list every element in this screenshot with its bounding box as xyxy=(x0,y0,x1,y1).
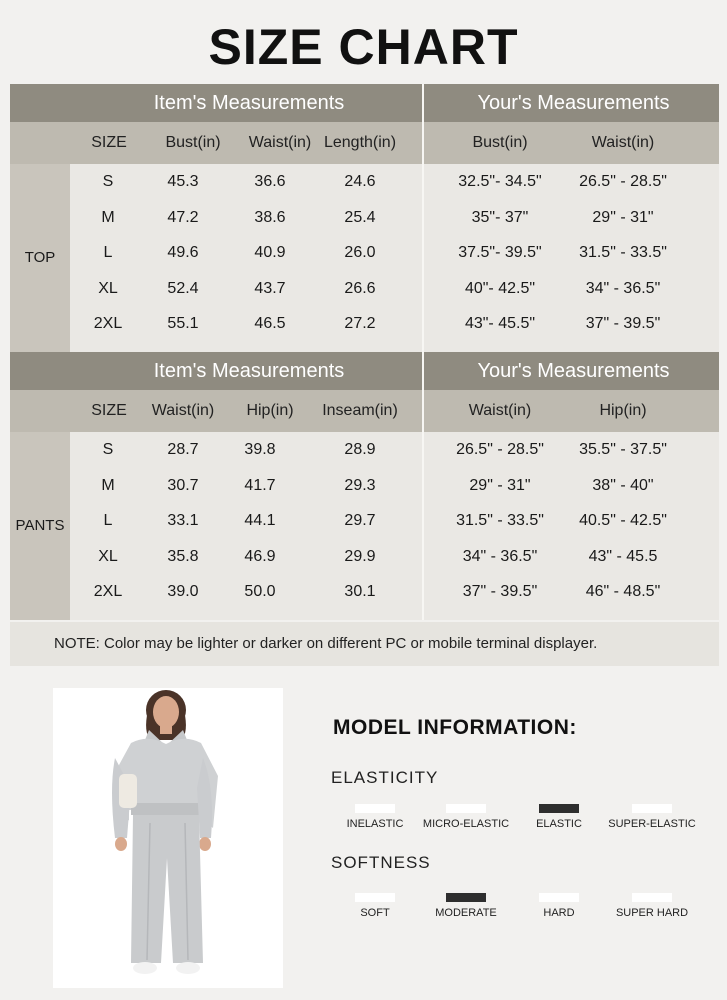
table-cell: XL xyxy=(98,547,118,565)
table-cell: 39.0 xyxy=(167,583,199,600)
table-cell: 39.8 xyxy=(244,441,276,458)
table-cell: 47.2 xyxy=(167,208,199,226)
pants-size-table xyxy=(10,352,719,620)
model-illustration xyxy=(53,688,283,988)
table-cell: 32.5"- 34.5" xyxy=(458,173,542,190)
table-cell: 43"- 45.5" xyxy=(464,315,536,332)
pants-your-measurements-heading: Your's Measurements xyxy=(477,360,670,382)
color-note: NOTE: Color may be lighter or darker on different PC or mobile terminal displayer. xyxy=(10,622,719,666)
elasticity-level-bar xyxy=(446,804,486,813)
pants-item-measurements-heading: Item's Measurements xyxy=(153,360,345,382)
top-item-measurements-heading: Item's Measurements xyxy=(153,92,345,114)
elasticity-level-bar xyxy=(632,804,672,813)
top-col-waist: Waist(in) xyxy=(248,134,312,151)
table-cell: 38.6 xyxy=(254,208,286,226)
table-cell: 29.7 xyxy=(344,512,376,529)
table-cell: 37.5"- 39.5" xyxy=(458,244,542,261)
table-cell: 44.1 xyxy=(244,512,276,529)
top-side-label: TOP xyxy=(24,249,56,266)
table-cell: 30.7 xyxy=(167,476,199,494)
table-cell: 28.9 xyxy=(344,441,376,458)
elasticity-level-label: SUPER-ELASTIC xyxy=(608,818,696,830)
top-col-size: SIZE xyxy=(91,134,127,151)
table-cell: 27.2 xyxy=(344,315,376,332)
table-cell: 24.6 xyxy=(344,173,376,190)
table-row xyxy=(10,503,719,539)
table-row xyxy=(10,539,719,575)
top-col-your-waist: Waist(in) xyxy=(591,134,655,151)
softness-level-bar xyxy=(539,893,579,902)
table-cell: 50.0 xyxy=(244,583,276,600)
elasticity-level-label: ELASTIC xyxy=(536,818,582,830)
top-group-header xyxy=(10,84,719,122)
page-title: SIZE CHART xyxy=(208,19,519,75)
pants-column-headers xyxy=(10,390,719,432)
table-cell: 35"- 37" xyxy=(471,208,529,226)
table-row xyxy=(10,432,719,468)
table-row xyxy=(10,164,719,200)
softness-level-label: SUPER HARD xyxy=(615,907,689,919)
table-cell: 26.5" - 28.5" xyxy=(456,441,544,458)
table-cell: 2XL xyxy=(93,315,123,332)
top-col-your-bust: Bust(in) xyxy=(472,134,528,151)
table-cell: 33.1 xyxy=(167,512,199,529)
pants-col-inseam: Inseam(in) xyxy=(322,402,398,419)
table-cell: L xyxy=(103,244,113,261)
table-cell: 45.3 xyxy=(167,173,199,190)
table-row xyxy=(10,200,719,236)
elasticity-level-label: MICRO-ELASTIC xyxy=(422,818,510,830)
pants-group-header xyxy=(10,352,719,390)
model-info-title: MODEL INFORMATION: xyxy=(333,716,577,739)
pants-side-label: PANTS xyxy=(15,517,65,534)
softness-level-bar xyxy=(632,893,672,902)
softness-level-bar xyxy=(355,893,395,902)
table-cell: 35.8 xyxy=(167,547,199,565)
table-cell: S xyxy=(102,173,114,190)
table-cell: 26.5" - 28.5" xyxy=(579,173,667,190)
table-cell: 46.9 xyxy=(244,547,276,565)
pants-col-size: SIZE xyxy=(91,402,127,419)
model-photo xyxy=(53,688,283,988)
table-cell: 37" - 39.5" xyxy=(462,583,538,600)
table-cell: 26.0 xyxy=(344,244,376,261)
table-row xyxy=(10,574,719,610)
table-cell: 29.9 xyxy=(344,547,376,565)
elasticity-level-label: INELASTIC xyxy=(346,818,404,830)
table-cell: 52.4 xyxy=(167,279,199,297)
softness-level-label: MODERATE xyxy=(435,907,497,919)
pants-col-your-waist: Waist(in) xyxy=(468,402,532,419)
pants-col-waist: Waist(in) xyxy=(151,402,215,419)
pants-col-hip: Hip(in) xyxy=(246,402,294,419)
top-column-headers xyxy=(10,122,719,164)
table-cell: 34" - 36.5" xyxy=(585,279,661,297)
table-cell: 28.7 xyxy=(167,441,199,458)
table-cell: 40"- 42.5" xyxy=(464,279,536,297)
softness-level-label: HARD xyxy=(543,907,575,919)
table-cell: 26.6 xyxy=(344,279,376,297)
top-size-table xyxy=(10,84,719,352)
table-cell: 34" - 36.5" xyxy=(462,547,538,565)
table-cell: 29" - 31" xyxy=(592,208,654,226)
table-cell: 38" - 40" xyxy=(592,476,654,494)
table-cell: M xyxy=(101,476,115,494)
elasticity-label: ELASTICITY xyxy=(331,768,439,787)
table-cell: 31.5" - 33.5" xyxy=(456,512,544,529)
table-cell: L xyxy=(103,512,113,529)
table-cell: 40.5" - 42.5" xyxy=(579,512,667,529)
table-cell: 43" - 45.5 xyxy=(588,547,658,565)
top-your-measurements-heading: Your's Measurements xyxy=(477,92,670,114)
pants-col-your-hip: Hip(in) xyxy=(599,402,647,419)
table-cell: M xyxy=(101,208,115,226)
table-cell: 37" - 39.5" xyxy=(585,315,661,332)
table-cell: 55.1 xyxy=(167,315,199,332)
table-row xyxy=(10,235,719,271)
table-cell: 31.5" - 33.5" xyxy=(579,244,667,261)
table-cell: 40.9 xyxy=(254,244,286,261)
table-cell: S xyxy=(102,441,114,458)
softness-level-label: SOFT xyxy=(360,907,390,919)
elasticity-level-bar xyxy=(539,804,579,813)
table-cell: 36.6 xyxy=(254,173,286,190)
table-row xyxy=(10,306,719,342)
table-cell: 29.3 xyxy=(344,476,376,494)
table-cell: 2XL xyxy=(93,583,123,600)
table-cell: 46.5 xyxy=(254,315,286,332)
table-row xyxy=(10,468,719,504)
softness-level-bar xyxy=(446,893,486,902)
table-row xyxy=(10,271,719,307)
top-col-length: Length(in) xyxy=(323,134,397,151)
table-cell: 30.1 xyxy=(344,583,376,600)
table-cell: XL xyxy=(98,279,118,297)
softness-label: SOFTNESS xyxy=(331,853,431,872)
table-cell: 43.7 xyxy=(254,279,286,297)
top-col-bust: Bust(in) xyxy=(165,134,221,151)
table-cell: 29" - 31" xyxy=(469,476,531,494)
elasticity-level-bar xyxy=(355,804,395,813)
table-cell: 46" - 48.5" xyxy=(585,583,661,600)
table-cell: 25.4 xyxy=(344,208,376,226)
table-cell: 35.5" - 37.5" xyxy=(579,441,667,458)
table-cell: 41.7 xyxy=(244,476,276,494)
table-cell: 49.6 xyxy=(167,244,199,261)
